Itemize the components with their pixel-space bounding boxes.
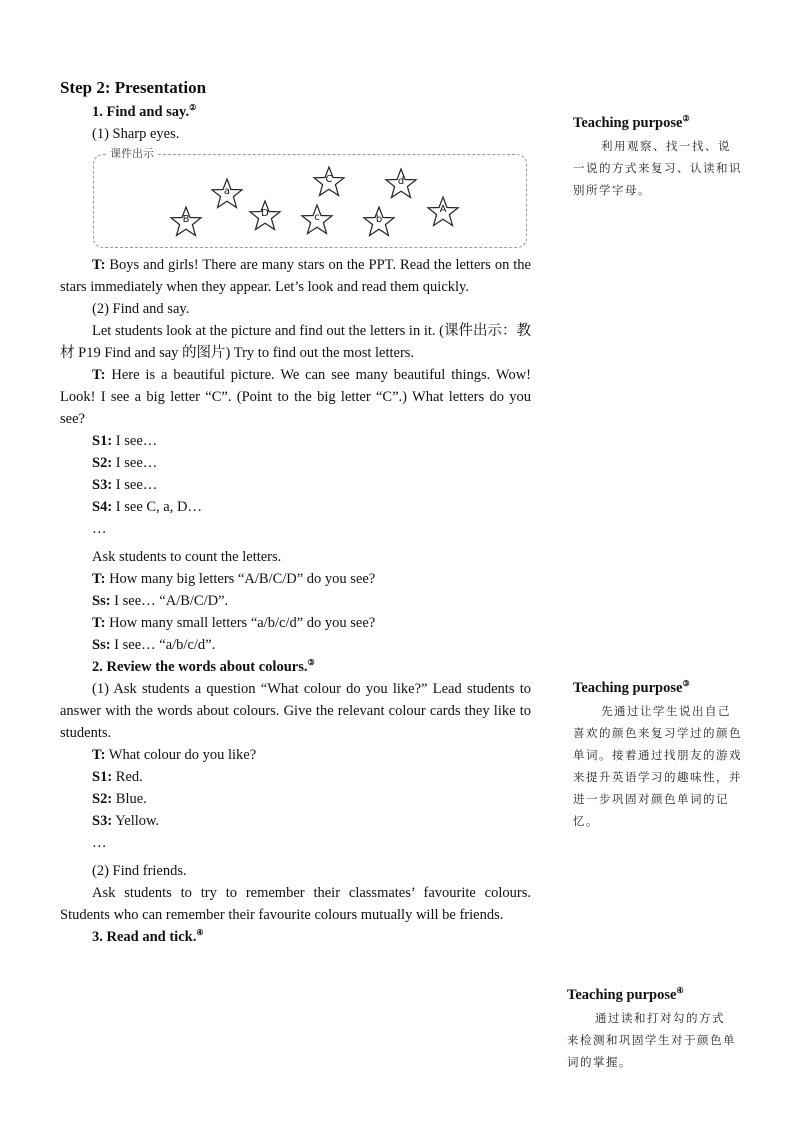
speaker-label: S1: <box>92 433 113 449</box>
dialog-ellipsis: … <box>92 835 107 851</box>
speaker-label: S4: <box>92 499 113 515</box>
instruction-text: Ask students to try to remember their classmates’ favourite colours. Students who can remember their favourite colours mutually will be friends. <box>60 885 531 923</box>
section-2-heading <box>92 656 531 678</box>
section-3-title: 3. Read and tick. <box>92 929 197 945</box>
speech-text: Blue. <box>112 791 147 807</box>
speaker-label: T: <box>92 615 106 631</box>
letter-star <box>300 203 334 237</box>
speaker-label: T: <box>92 571 106 587</box>
speaker-label: S3: <box>92 477 113 493</box>
courseware-box <box>93 147 527 248</box>
side-note-2 <box>573 678 743 832</box>
section-2-title: 2. Review the words about colours. <box>92 659 308 675</box>
side-note-3 <box>567 985 737 1073</box>
star-letter: A <box>439 204 447 215</box>
dialog-line <box>92 430 531 452</box>
speaker-label: S2: <box>92 455 113 471</box>
speech-text: I see… <box>112 477 158 493</box>
letter-star <box>384 167 418 201</box>
star-letter: C <box>325 174 333 185</box>
instruction-text: (1) Ask students a question “What colour do you like?” Lead students to answer with the words about colours. Give the relevant colour cards they like to students. <box>60 681 531 741</box>
star-letter: a <box>223 186 231 197</box>
star-letter: D <box>261 208 269 219</box>
speech-text: How many small letters “a/b/c/d” do you see? <box>105 615 376 631</box>
sub-heading-find-friends: (2) Find friends. <box>92 863 187 879</box>
dialog-line <box>92 496 531 518</box>
lesson-main-column <box>60 77 531 948</box>
speaker-label: T: <box>92 367 106 383</box>
dialog-line <box>92 766 531 788</box>
dialog-line <box>92 788 531 810</box>
teacher-line <box>60 364 531 430</box>
speaker-label: T: <box>92 747 106 763</box>
note-mark: ④ <box>196 928 204 938</box>
side-note-title <box>573 113 743 133</box>
letter-star <box>210 177 244 211</box>
instruction-text: Let students look at the picture and find out the letters in it. (课件出示：教材 P19 Find and say 的图片) Try to find out the most letters. <box>60 323 531 361</box>
star-letter: d <box>397 176 405 187</box>
section-1-heading <box>92 101 531 123</box>
note-mark: ② <box>682 114 690 124</box>
speaker-label: S2: <box>92 791 113 807</box>
speech-text: I see… <box>112 455 158 471</box>
speech-text: Red. <box>112 769 143 785</box>
speech-text: Here is a beautiful picture. We can see many beautiful things. Wow! Look! I see a big letter “C”. (Point to the big letter “C”.) What letters do you see? <box>60 367 531 427</box>
speech-text: I see… “A/B/C/D”. <box>110 593 229 609</box>
speech-text: Boys and girls! There are many stars on the PPT. Read the letters on the stars immediately when they appear. Let’s look and read them quickly. <box>60 257 531 295</box>
speaker-label: Ss: <box>92 637 111 653</box>
star-letter: b <box>375 214 383 225</box>
side-note-title <box>573 678 743 698</box>
letter-star <box>312 165 346 199</box>
teacher-line <box>60 254 531 298</box>
speaker-label: Ss: <box>92 593 111 609</box>
speech-text: Yellow. <box>112 813 160 829</box>
side-note-title-text: Teaching purpose <box>573 680 683 696</box>
side-note-title-text: Teaching purpose <box>567 987 677 1003</box>
dialog-line <box>92 810 531 832</box>
courseware-label: 课件出示 <box>106 146 158 162</box>
note-mark: ④ <box>676 986 684 996</box>
letter-star <box>169 205 203 239</box>
section-3-heading <box>92 926 531 948</box>
dialog-line <box>92 474 531 496</box>
dialog-line <box>92 590 531 612</box>
sub-heading-find-and-say: (2) Find and say. <box>92 301 190 317</box>
side-note-title <box>567 985 737 1005</box>
side-note-text: 利用观察、找一找、说一说的方式来复习、认读和识别所学字母。 <box>573 139 742 197</box>
dialog-line <box>92 452 531 474</box>
note-mark: ③ <box>682 679 690 689</box>
star-letter: B <box>182 214 190 225</box>
speech-text: I see… “a/b/c/d”. <box>110 637 216 653</box>
speaker-label: S3: <box>92 813 113 829</box>
dialog-line <box>92 744 531 766</box>
instruction-text: Ask students to count the letters. <box>92 549 282 565</box>
speaker-label: S1: <box>92 769 113 785</box>
side-note-title-text: Teaching purpose <box>573 115 683 131</box>
speech-text: I see C, a, D… <box>112 499 202 515</box>
dialog-line <box>92 612 531 634</box>
speaker-label: T: <box>92 257 106 273</box>
note-mark: ③ <box>307 658 315 668</box>
side-note-text: 先通过让学生说出自己喜欢的颜色来复习学过的颜色单词。接着通过找朋友的游戏来提升英语学习的趣味性，并进一步巩固对颜色单词的记忆。 <box>573 704 742 828</box>
note-mark: ② <box>189 103 197 113</box>
letter-star <box>362 205 396 239</box>
dialog-ellipsis: … <box>92 521 107 537</box>
sub-heading-sharp-eyes: (1) Sharp eyes. <box>92 126 180 142</box>
speech-text: I see… <box>112 433 158 449</box>
letter-star <box>426 195 460 229</box>
dialog-line <box>92 568 531 590</box>
speech-text: How many big letters “A/B/C/D” do you see? <box>105 571 376 587</box>
dialog-line <box>92 634 531 656</box>
side-note-1 <box>573 113 743 201</box>
star-letter: c <box>314 212 320 223</box>
side-note-text: 通过读和打对勾的方式来检测和巩固学生对于颜色单词的掌握。 <box>567 1011 736 1069</box>
speech-text: What colour do you like? <box>105 747 257 763</box>
letter-star <box>248 199 282 233</box>
section-1-title: 1. Find and say. <box>92 104 190 120</box>
step-title: Step 2: Presentation <box>60 78 207 97</box>
